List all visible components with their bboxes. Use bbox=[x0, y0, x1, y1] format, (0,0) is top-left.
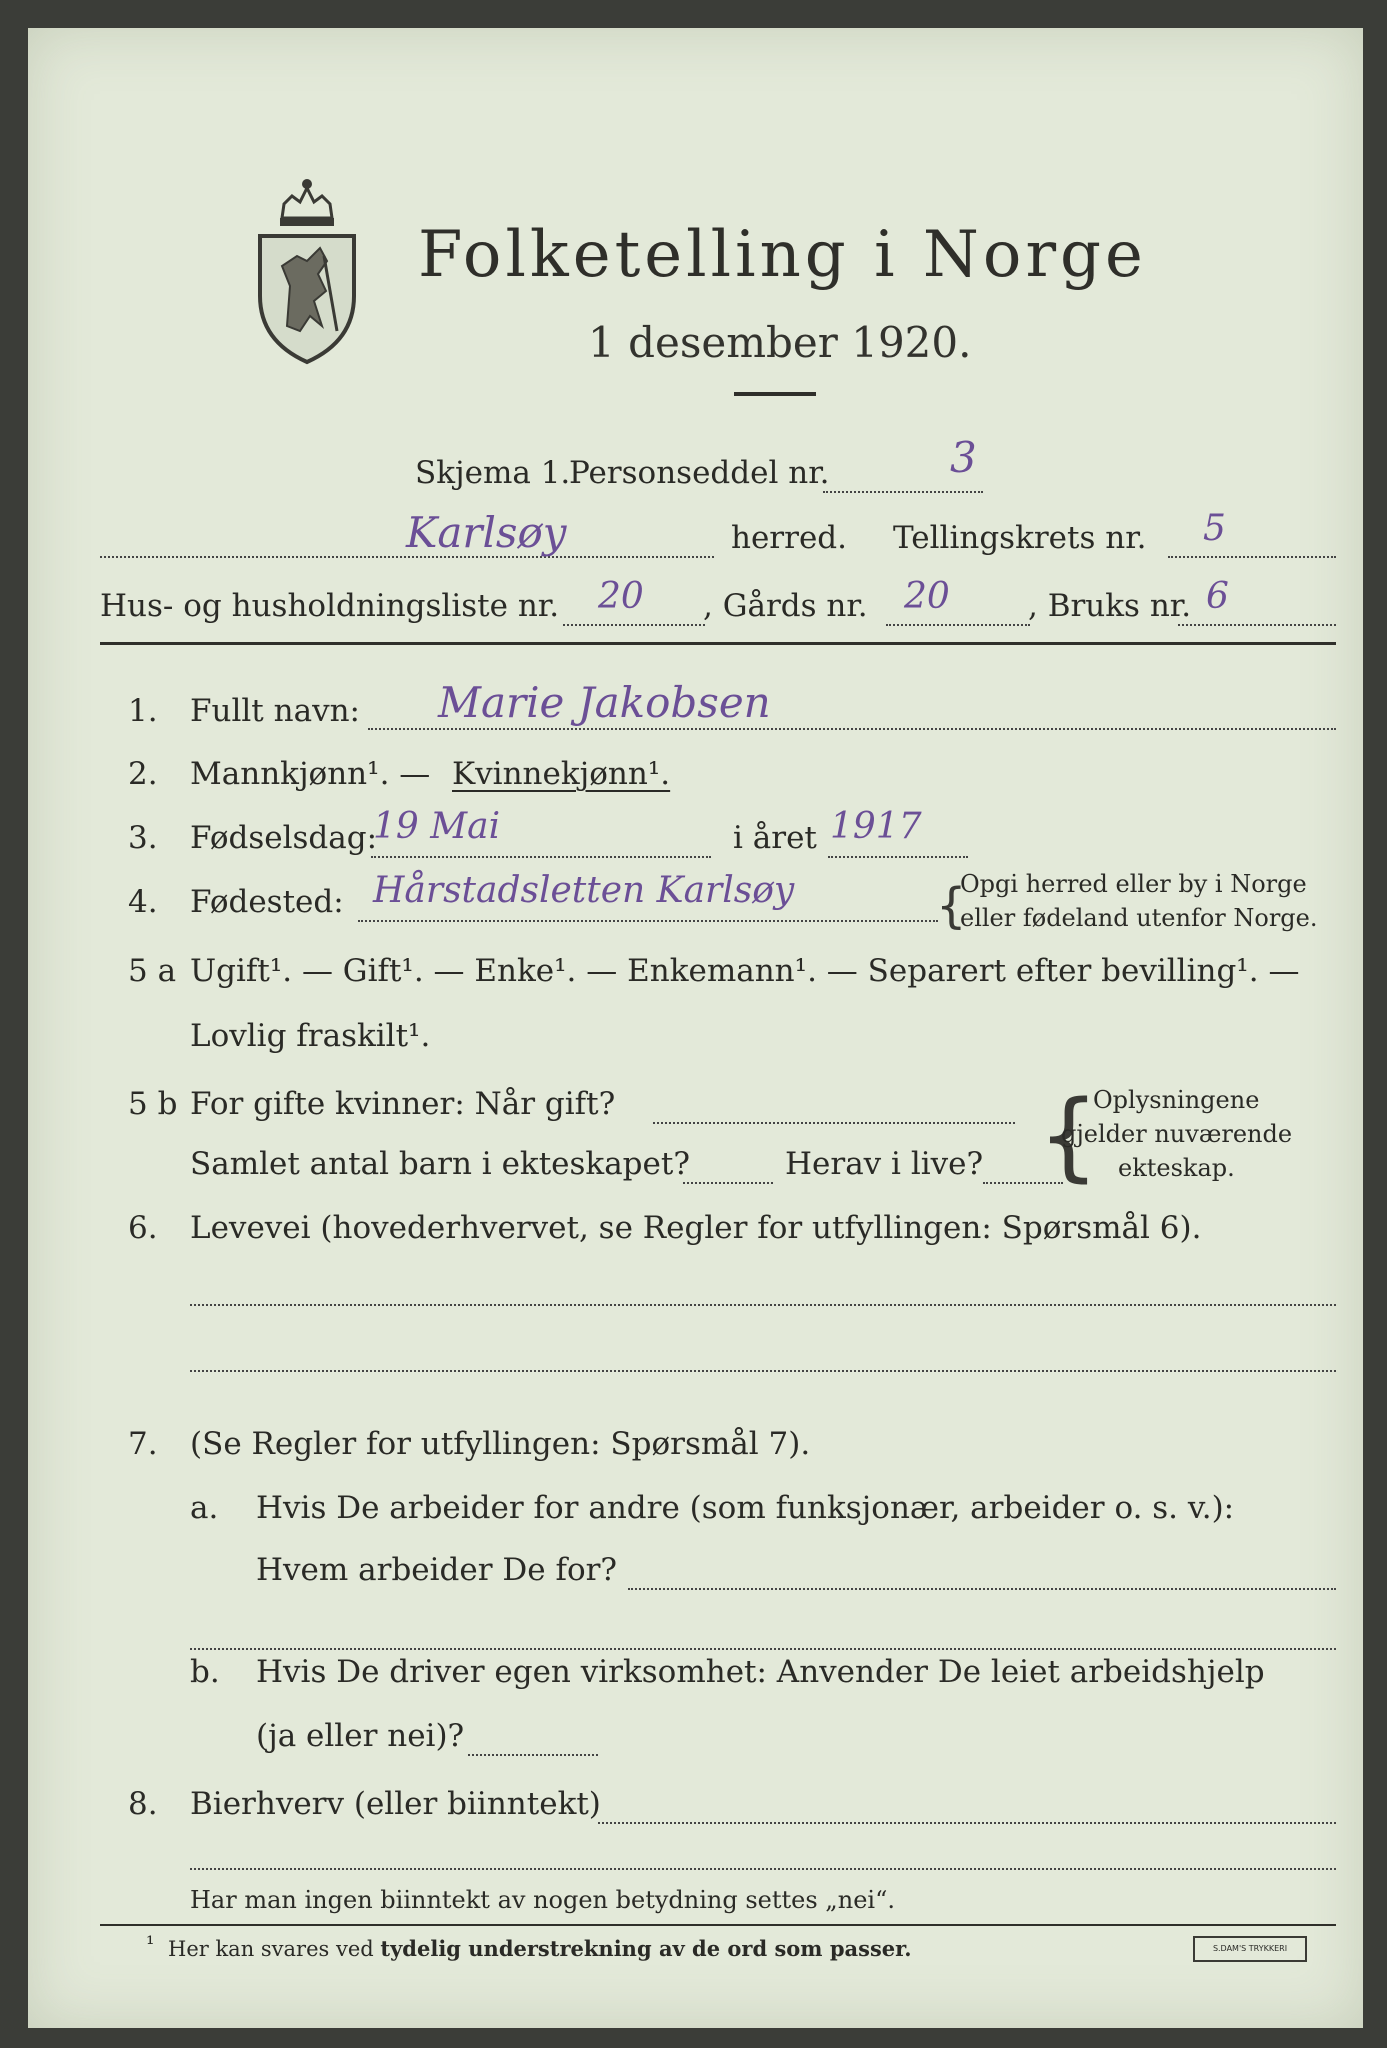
q5b-note-line2: gjelder nuværende bbox=[1061, 1120, 1293, 1148]
bruks-label: , Bruks nr. bbox=[1028, 588, 1192, 624]
q8-number: 8. bbox=[128, 1786, 158, 1822]
footnote-text bbox=[168, 1936, 912, 1961]
bruks-line bbox=[1178, 624, 1336, 626]
title-divider bbox=[734, 392, 816, 396]
q7-number: 7. bbox=[128, 1426, 158, 1462]
schema-label: Skjema 1. bbox=[415, 455, 571, 491]
q6-label: Levevei (hovederhvervet, se Regler for utfyllingen: Spørsmål 6). bbox=[190, 1210, 1202, 1246]
herred-label: herred. bbox=[731, 520, 847, 556]
q5b-married-line bbox=[653, 1122, 1015, 1124]
q3-year-line bbox=[828, 856, 968, 858]
tellingskrets-line bbox=[1168, 556, 1336, 558]
birthplace-value[interactable]: Hårstadsletten Karlsøy bbox=[373, 870, 795, 911]
q7a-line1: Hvis De arbeider for andre (som funksjonær, arbeider o. s. v.): bbox=[256, 1490, 1235, 1526]
bruks-value[interactable]: 6 bbox=[1206, 576, 1229, 617]
q4-line bbox=[358, 920, 938, 922]
q7b-letter: b. bbox=[190, 1654, 220, 1690]
q7b-line1: Hvis De driver egen virksomhet: Anvender De leiet arbeidshjelp bbox=[256, 1654, 1265, 1690]
q6-line2 bbox=[190, 1370, 1336, 1372]
norwegian-coat-of-arms-icon bbox=[252, 166, 362, 366]
husliste-line bbox=[563, 624, 705, 626]
gards-label: , Gårds nr. bbox=[703, 588, 868, 624]
printer-stamp-text: S.DAM'S TRYKKERI bbox=[1212, 1944, 1288, 1953]
q6-number: 6. bbox=[128, 1210, 158, 1246]
marital-status-options[interactable]: Ugift¹. — Gift¹. — Enke¹. — Enkemann¹. — Separert efter bevilling¹. — bbox=[190, 953, 1300, 989]
footnote-text-part2: tydelig understrekning av de ord som passer. bbox=[380, 1936, 912, 1961]
header-separator bbox=[100, 642, 1336, 645]
gender-male-option[interactable]: Mannkjønn¹. — bbox=[190, 756, 431, 792]
q3-label: Fødselsdag: bbox=[190, 820, 378, 856]
q5b-children-label: Samlet antal barn i ekteskapet? bbox=[190, 1146, 690, 1182]
form-title: Folketelling i Norge bbox=[418, 218, 1147, 292]
q5a-number: 5 a bbox=[128, 953, 177, 989]
gards-line bbox=[886, 624, 1030, 626]
footnote-separator bbox=[100, 1924, 1336, 1926]
full-name-value[interactable]: Marie Jakobsen bbox=[438, 678, 771, 727]
q5b-number: 5 b bbox=[128, 1086, 178, 1122]
q7a-answer-line bbox=[628, 1588, 1336, 1590]
q4-label: Fødested: bbox=[190, 884, 344, 920]
q7-label: (Se Regler for utfyllingen: Spørsmål 7). bbox=[190, 1426, 811, 1462]
q3-number: 3. bbox=[128, 820, 158, 856]
q5b-alive-label: Herav i live? bbox=[785, 1146, 984, 1182]
tellingskrets-label: Tellingskrets nr. bbox=[893, 520, 1147, 556]
q4-brace: { bbox=[936, 878, 967, 934]
printer-stamp bbox=[1193, 1936, 1307, 1962]
q7b-line2: (ja eller nei)? bbox=[256, 1718, 465, 1754]
q1-line bbox=[368, 728, 1336, 730]
census-date: 1 desember 1920. bbox=[588, 318, 972, 367]
q7a-letter: a. bbox=[190, 1490, 219, 1526]
tellingskrets-value[interactable]: 5 bbox=[1203, 508, 1226, 549]
q5b-note-line1: Oplysningene bbox=[1093, 1086, 1260, 1114]
q3-year-label: i året bbox=[733, 820, 817, 856]
q8-line1 bbox=[598, 1822, 1336, 1824]
personseddel-line bbox=[823, 491, 983, 493]
q5b-children-line bbox=[683, 1182, 773, 1184]
personseddel-value[interactable]: 3 bbox=[950, 433, 977, 482]
footnote-mark: ¹ bbox=[146, 1932, 155, 1956]
q1-label: Fullt navn: bbox=[190, 693, 360, 729]
q7b-answer-line bbox=[468, 1754, 598, 1756]
q4-note-line1: Opgi herred eller by i Norge bbox=[960, 870, 1307, 898]
q2-number: 2. bbox=[128, 756, 158, 792]
birth-day-value[interactable]: 19 Mai bbox=[373, 806, 501, 847]
q6-line1 bbox=[190, 1304, 1336, 1306]
husliste-value[interactable]: 20 bbox=[598, 576, 644, 617]
q5b-brace: { bbox=[1038, 1080, 1100, 1192]
q3-day-line bbox=[371, 856, 711, 858]
husliste-label: Hus- og husholdningsliste nr. bbox=[100, 588, 560, 624]
biinntekt-note: Har man ingen biinntekt av nogen betydning settes „nei“. bbox=[190, 1886, 895, 1914]
footnote-text-part1: Her kan svares ved bbox=[168, 1937, 381, 1961]
gender-female-option[interactable]: Kvinnekjønn¹. bbox=[452, 756, 671, 792]
herred-value[interactable]: Karlsøy bbox=[406, 508, 567, 557]
q7a-line2: Hvem arbeider De for? bbox=[256, 1552, 618, 1588]
q5b-married-label: For gifte kvinner: Når gift? bbox=[190, 1086, 616, 1122]
q8-label: Bierhverv (eller biinntekt) bbox=[190, 1786, 601, 1822]
q4-note-line2: eller fødeland utenfor Norge. bbox=[960, 904, 1318, 932]
q8-line2 bbox=[190, 1868, 1336, 1870]
q1-number: 1. bbox=[128, 693, 158, 729]
q7a-answer-line2 bbox=[190, 1648, 1336, 1650]
census-form-sheet bbox=[28, 28, 1363, 2028]
q4-number: 4. bbox=[128, 884, 158, 920]
birth-year-value[interactable]: 1917 bbox=[830, 806, 922, 847]
personseddel-label: Personseddel nr. bbox=[569, 455, 830, 491]
marital-status-options-divorced[interactable]: Lovlig fraskilt¹. bbox=[190, 1018, 431, 1054]
gards-value[interactable]: 20 bbox=[904, 576, 950, 617]
q5b-note-line3: ekteskap. bbox=[1118, 1154, 1235, 1182]
